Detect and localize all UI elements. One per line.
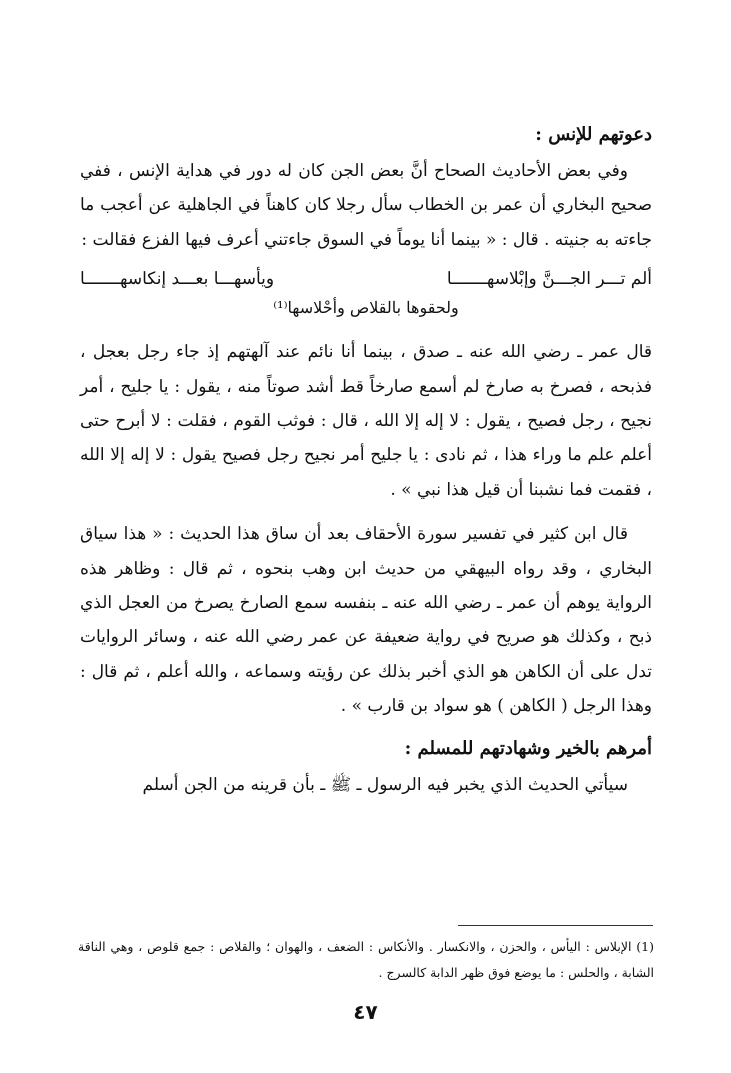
poem-verse	[80, 263, 652, 321]
paragraph-umar-account: قال عمر ـ رضي الله عنه ـ صدق ، بينما أنا نائم عند آلهتهم إذ جاء رجل بعجل ، فذبحه ، فصرخ به صارخ لم أسمع صارخاً قط أشد صوتاً منه ، يقول : يا جليح ، أمر نجيح ، رجل فصيح ، يقول : لا إله إلا الله ، قال : فوثب القوم ، فقلت : لا أبرح حتى أعلم علم ما وراء هذا ، ثم نادى : يا جليح أمر نجيح رجل فصيح يقول : لا إله إلا الله ، فقمت فما نشبنا أن قيل هذا نبي » .	[80, 342, 652, 500]
page-number: ٤٧	[353, 1000, 378, 1024]
paragraph-prophet-companion: سيأتي الحديث الذي يخبر فيه الرسول ـ ﷺ ـ بأن قرينه من الجن أسلم	[142, 774, 628, 795]
footnote-divider	[458, 925, 653, 926]
paragraph-ibn-kathir: قال ابن كثير في تفسير سورة الأحقاف بعد أن ساق هذا الحديث : « هذا سياق البخاري ، وقد رواه البيهقي من حديث ابن وهب بنحوه ، ثم قال : وظاهر هذه الرواية يوهم أن عمر ـ رضي الله عنه ـ بنفسه سمع الصارخ يصرخ من العجل الذي ذبح ، وكذلك هو صريح في رواية ضعيفة عن عمر رضي الله عنه ، وسائر الروايات تدل على أن الكاهن هو الذي أخبر بذلك عن رؤيته وسماعه ، والله أعلم ، ثم قال : وهذا الرجل ( الكاهن ) هو سواد بن قارب » .	[80, 524, 652, 717]
poem-hemistich-left: ويأسهـــا بعـــد إنكاسهـــــــا	[80, 269, 275, 290]
paragraph-bukhari-story: وفي بعض الأحاديث الصحاح أنَّ بعض الجن كان له دور في هداية الإنس ، ففي صحيح البخاري أن عمر بن الخطاب سأل رجلا كان كاهناً في الجاهلية عن أعجب ما جاءته به جنيته . قال : « بينما أنا يوماً في السوق جاءتني أعرف فيها الفزع فقالت :	[80, 161, 652, 250]
section-heading-jinn-call-humans: دعوتهم للإنس :	[535, 124, 652, 145]
poem-line-2: ولحقوها بالقلاص وأحْلاسها⁽¹⁾	[273, 298, 459, 318]
footnote: (1) الإبلاس : اليأس ، والحزن ، والانكسار . والأنكاس : الضعف ، والهوان ؛ والقلاص : جمع قلوص ، وهي الناقة الشابة ، والحلس : ما يوضع فوق ظهر الدابة كالسرج .	[78, 939, 654, 980]
section-heading-good-and-testimony: أمرهم بالخير وشهادتهم للمسلم :	[404, 737, 652, 759]
poem-hemistich-right: ألم تـــر الجـــنَّ وإبْلاسهـــــــا	[446, 269, 652, 290]
main-text	[80, 115, 652, 802]
poem-line-1	[80, 263, 652, 295]
